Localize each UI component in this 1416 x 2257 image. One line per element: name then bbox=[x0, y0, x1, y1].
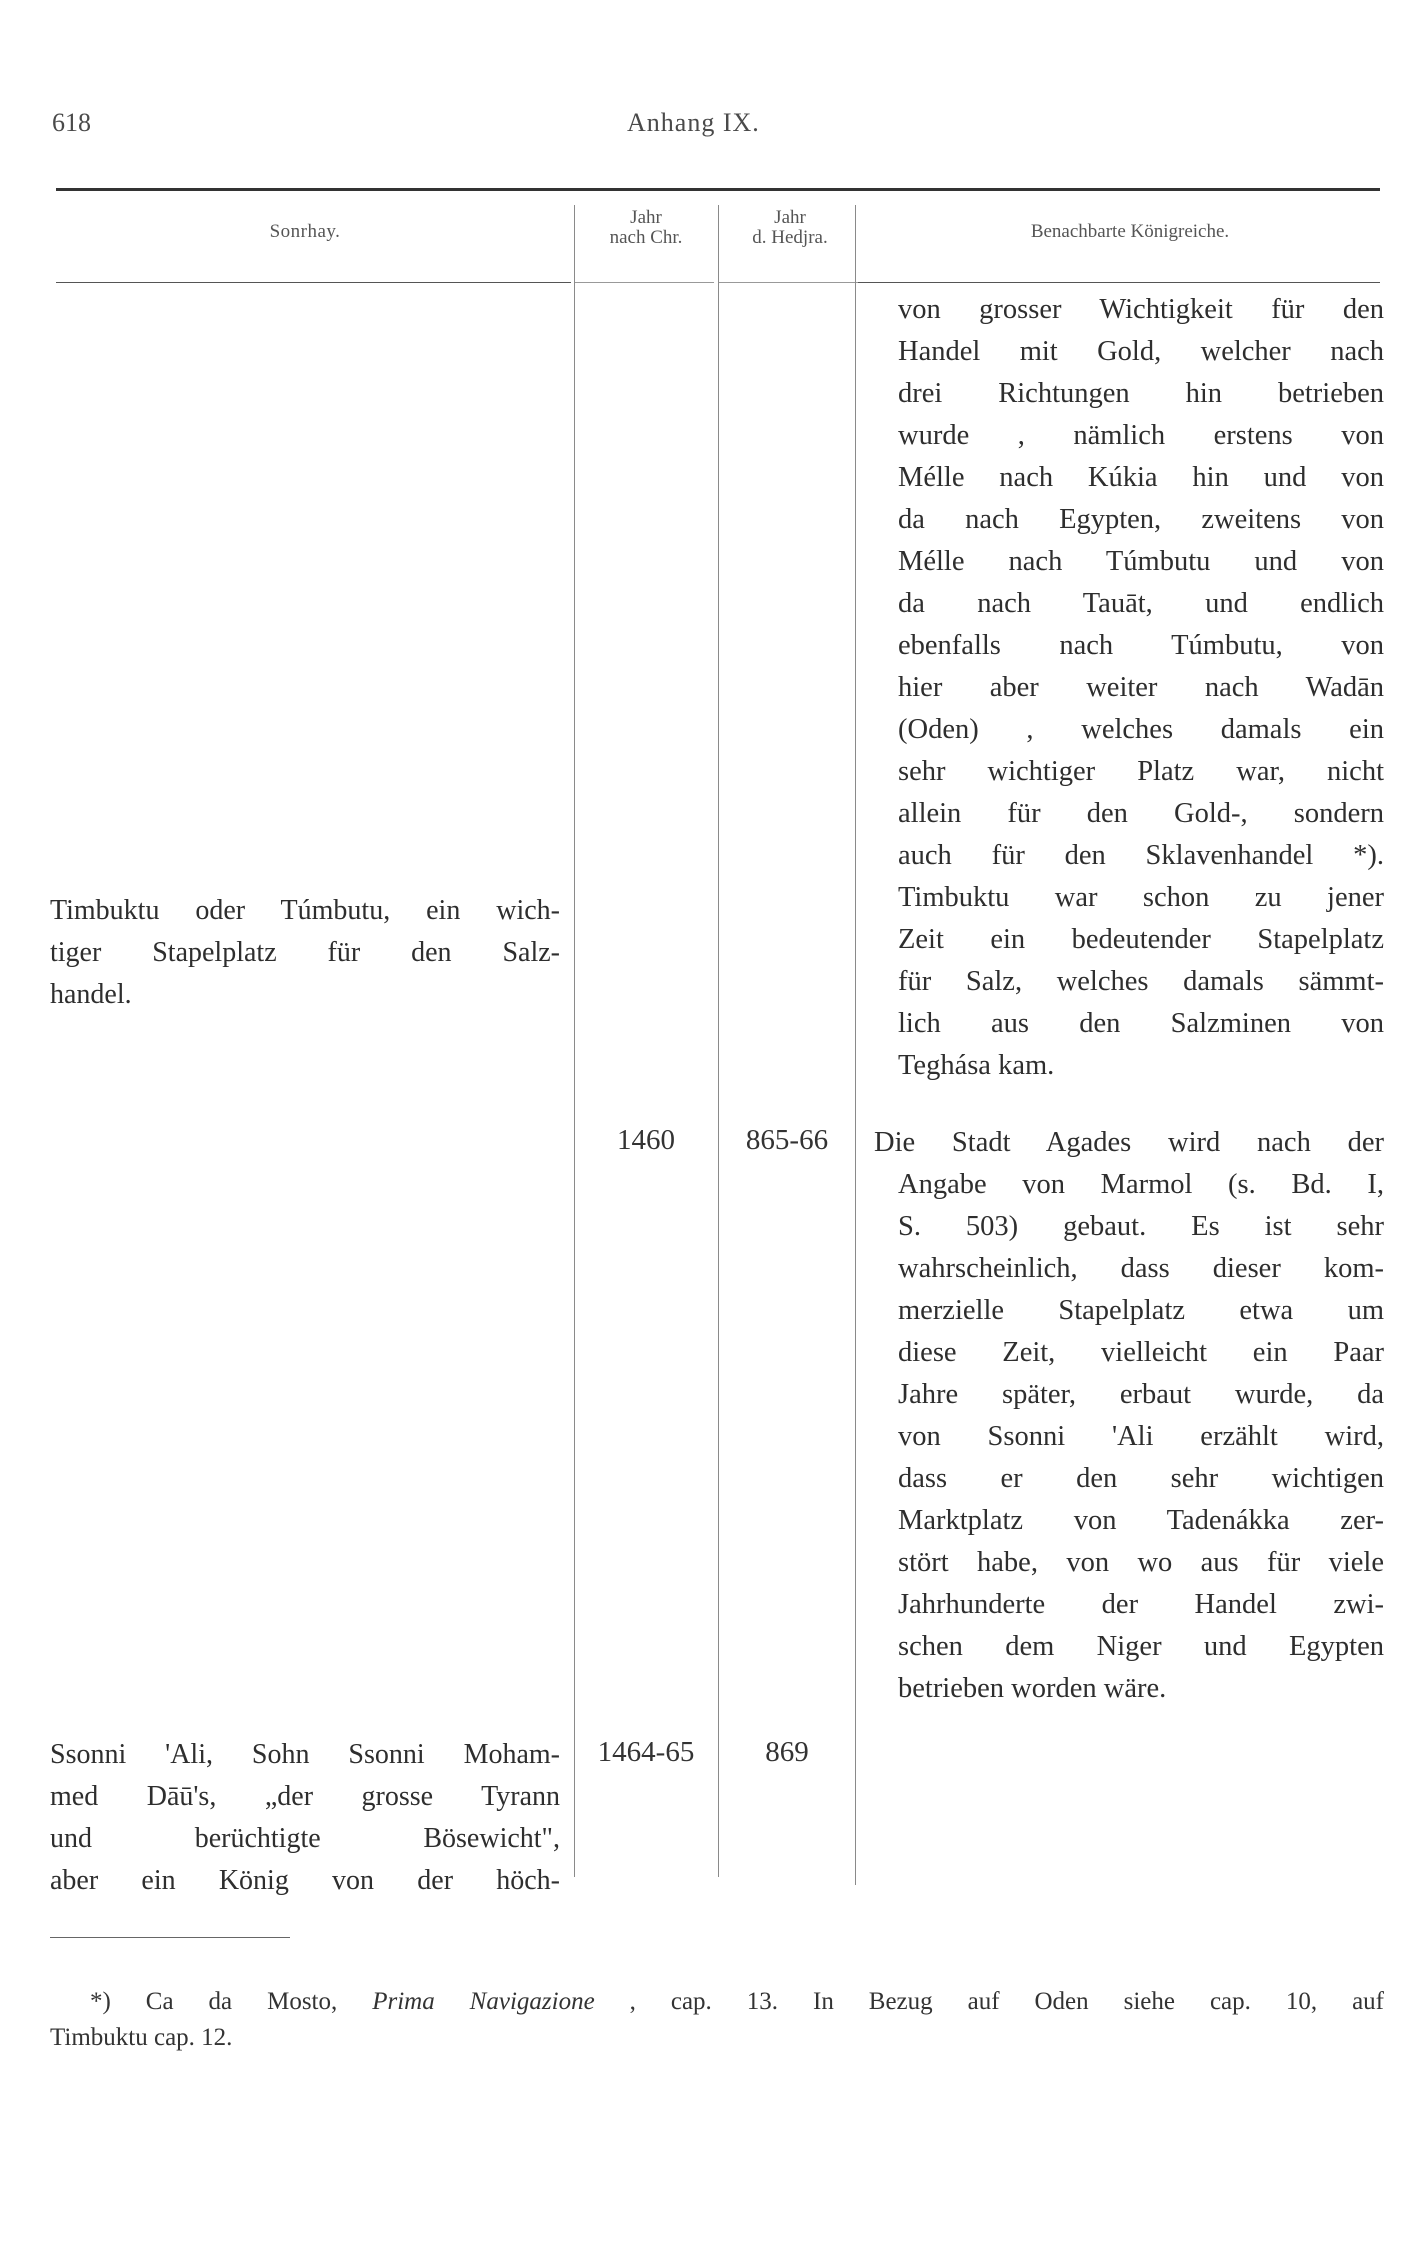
footnote-text-after: , cap. 13. In Bezug auf Oden siehe cap. 10, auf bbox=[594, 1988, 1384, 2015]
header-year-hedjra bbox=[722, 208, 858, 248]
text-line: allein für den Gold-, sondern bbox=[898, 798, 1384, 829]
sonrhay-text-2 bbox=[50, 1734, 560, 1902]
text-line: aber ein König von der höch- bbox=[50, 1865, 560, 1896]
header-year-chr-line1: Jahr bbox=[630, 207, 662, 228]
year-chr-1464: 1464-65 bbox=[597, 1736, 695, 1768]
text-line: Die Stadt Agades wird nach der bbox=[874, 1127, 1384, 1158]
text-line: wurde , nämlich erstens von bbox=[898, 420, 1384, 451]
text-line: diese Zeit, vielleicht ein Paar bbox=[898, 1337, 1384, 1368]
text-line: S. 503) gebaut. Es ist sehr bbox=[898, 1211, 1384, 1242]
text-line: Jahrhunderte der Handel zwi- bbox=[898, 1589, 1384, 1620]
footnote-text-before: Ca da Mosto, bbox=[110, 1988, 373, 2015]
year-hedjra-865: 865-66 bbox=[745, 1124, 829, 1156]
table-top-rule bbox=[56, 188, 1380, 191]
text-line: stört habe, von wo aus für viele bbox=[898, 1547, 1384, 1578]
footnote-rule bbox=[50, 1937, 290, 1938]
text-line: Mélle nach Kúkia hin und von bbox=[898, 462, 1384, 493]
text-line: von grosser Wichtigkeit für den bbox=[898, 294, 1384, 325]
text-line: da nach Egypten, zweitens von bbox=[898, 504, 1384, 535]
footnote bbox=[50, 1984, 1384, 2056]
text-line: da nach Tauāt, und endlich bbox=[898, 588, 1384, 619]
text-line: Timbuktu war schon zu jener bbox=[898, 882, 1384, 913]
text-line: merzielle Stapelplatz etwa um bbox=[898, 1295, 1384, 1326]
text-line: Handel mit Gold, welcher nach bbox=[898, 336, 1384, 367]
text-line: dass er den sehr wichtigen bbox=[898, 1463, 1384, 1494]
text-line: auch für den Sklavenhandel *). bbox=[898, 840, 1384, 871]
text-line: Timbuktu oder Túmbutu, ein wich- bbox=[50, 895, 560, 926]
text-line: tiger Stapelplatz für den Salz- bbox=[50, 937, 560, 968]
header-year-hedjra-line2: d. Hedjra. bbox=[752, 226, 828, 248]
column-divider-1 bbox=[574, 205, 575, 1877]
text-line: Ssonni 'Ali, Sohn Ssonni Moham- bbox=[50, 1739, 560, 1770]
text-line: med Dāū's, „der grosse Tyrann bbox=[50, 1781, 560, 1812]
header-year-hedjra-line1: Jahr bbox=[774, 207, 806, 228]
running-head bbox=[52, 108, 1372, 148]
text-line: ebenfalls nach Túmbutu, von bbox=[898, 630, 1384, 661]
text-line: von Ssonni 'Ali erzählt wird, bbox=[898, 1421, 1384, 1452]
page-number: 618 bbox=[52, 108, 91, 137]
header-rule-left bbox=[56, 282, 571, 283]
sonrhay-text-1 bbox=[50, 890, 560, 1016]
header-rule-right bbox=[858, 282, 1380, 283]
text-line: lich aus den Salzminen von bbox=[898, 1008, 1384, 1039]
column-divider-2 bbox=[718, 205, 719, 1877]
column-divider-3 bbox=[855, 205, 856, 1885]
text-line: Jahre später, erbaut wurde, da bbox=[898, 1379, 1384, 1410]
header-year-chr-line2: nach Chr. bbox=[609, 226, 683, 248]
footnote-title: Prima Navigazione bbox=[372, 1988, 595, 2015]
text-line: Angabe von Marmol (s. Bd. I, bbox=[898, 1169, 1384, 1200]
header-year-chr bbox=[578, 208, 714, 248]
text-line: drei Richtungen hin betrieben bbox=[898, 378, 1384, 409]
text-line: handel. bbox=[50, 979, 132, 1010]
header-sonrhay: Sonrhay. bbox=[269, 221, 341, 242]
year-chr-1460: 1460 bbox=[617, 1124, 675, 1156]
text-line: wahrscheinlich, dass dieser kom- bbox=[898, 1253, 1384, 1284]
text-line: betrieben worden wäre. bbox=[898, 1673, 1167, 1704]
neighbours-text-2 bbox=[874, 1122, 1384, 1710]
text-line: Teghása kam. bbox=[898, 1050, 1055, 1081]
running-title: Anhang IX. bbox=[627, 108, 760, 137]
text-line: Marktplatz von Tadenákka zer- bbox=[898, 1505, 1384, 1536]
text-line: sehr wichtiger Platz war, nicht bbox=[898, 756, 1384, 787]
text-line: Zeit ein bedeutender Stapelplatz bbox=[898, 924, 1384, 955]
header-neighbours: Benachbarte Königreiche. bbox=[1030, 221, 1230, 242]
text-line: Mélle nach Túmbutu und von bbox=[898, 546, 1384, 577]
text-line: schen dem Niger und Egypten bbox=[898, 1631, 1384, 1662]
text-line: (Oden) , welches damals ein bbox=[898, 714, 1384, 745]
header-rule-chr bbox=[574, 282, 714, 283]
header-rule-hedjra bbox=[718, 282, 858, 283]
text-line: und berüchtigte Bösewicht", bbox=[50, 1823, 560, 1854]
text-line: hier aber weiter nach Wadān bbox=[898, 672, 1384, 703]
footnote-line-2: Timbuktu cap. 12. bbox=[50, 2024, 233, 2051]
footnote-marker: *) bbox=[90, 1988, 111, 2015]
neighbours-text-1 bbox=[898, 289, 1384, 1087]
footnote-line-1 bbox=[50, 1984, 1384, 2020]
year-hedjra-869: 869 bbox=[765, 1736, 809, 1768]
text-line: für Salz, welches damals sämmt- bbox=[898, 966, 1384, 997]
